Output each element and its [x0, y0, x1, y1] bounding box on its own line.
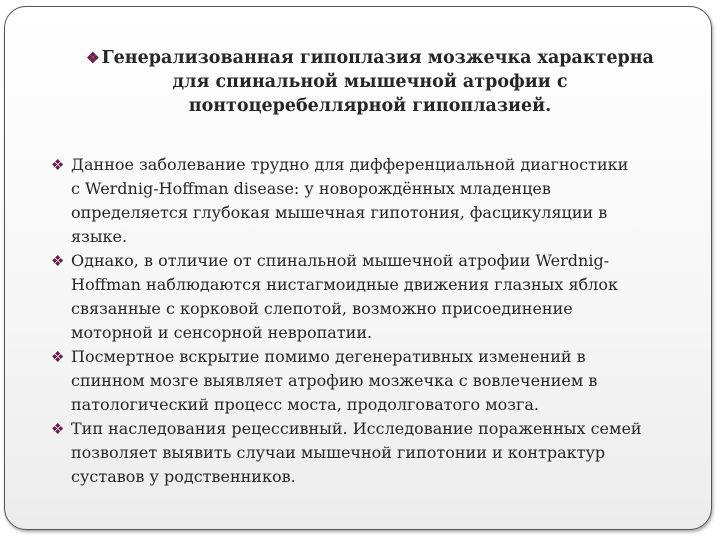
- diamond-bullet-icon: ❖: [51, 252, 65, 270]
- item-line: языке.: [71, 227, 128, 246]
- item-line: определяется глубокая мышечная гипотония, фасцикуляции в: [71, 203, 608, 222]
- diamond-bullet-icon: ❖: [51, 420, 65, 438]
- item-line: моторной и сенсорной невропатии.: [71, 323, 373, 342]
- item-line: патологический процесс моста, продолговатого мозга.: [71, 395, 540, 414]
- diamond-bullet-icon: ❖: [86, 49, 100, 67]
- item-line: спинном мозге выявляет атрофию мозжечка с вовлечением в: [71, 371, 598, 390]
- list-item: [48, 249, 688, 345]
- title-line-1: [70, 46, 670, 70]
- item-line: суставов у родственников.: [71, 467, 296, 486]
- diamond-bullet-icon: ❖: [51, 156, 65, 174]
- item-line: Hoffman наблюдаются нистагмоидные движения глазных яблок: [71, 275, 618, 294]
- list-item: [48, 153, 688, 249]
- list-item: [48, 345, 688, 417]
- title-text-1: Генерализованная гипоплазия мозжечка характерна: [101, 48, 654, 68]
- title-line-2: для спинальной мышечной атрофии с: [172, 72, 568, 92]
- diamond-bullet-icon: ❖: [51, 348, 65, 366]
- item-line: Данное заболевание трудно для дифференциальной диагностики: [71, 155, 629, 174]
- slide-title: [70, 46, 670, 118]
- item-line: Однако, в отличие от спинальной мышечной атрофии Werdnig-: [71, 251, 610, 270]
- item-line: Посмертное вскрытие помимо дегенеративных изменений в: [71, 347, 586, 366]
- item-line: позволяет выявить случаи мышечной гипотонии и контрактур: [71, 443, 606, 462]
- item-line: с Werdnig-Hoffman disease: у новорождённых младенцев: [71, 179, 551, 198]
- bullet-list: [48, 153, 688, 489]
- list-item: [48, 417, 688, 489]
- title-line-3: понтоцеребеллярной гипоплазией.: [188, 96, 552, 116]
- item-line: Тип наследования рецессивный. Исследование пораженных семей: [71, 419, 642, 438]
- item-line: связанные с корковой слепотой, возможно присоединение: [71, 299, 573, 318]
